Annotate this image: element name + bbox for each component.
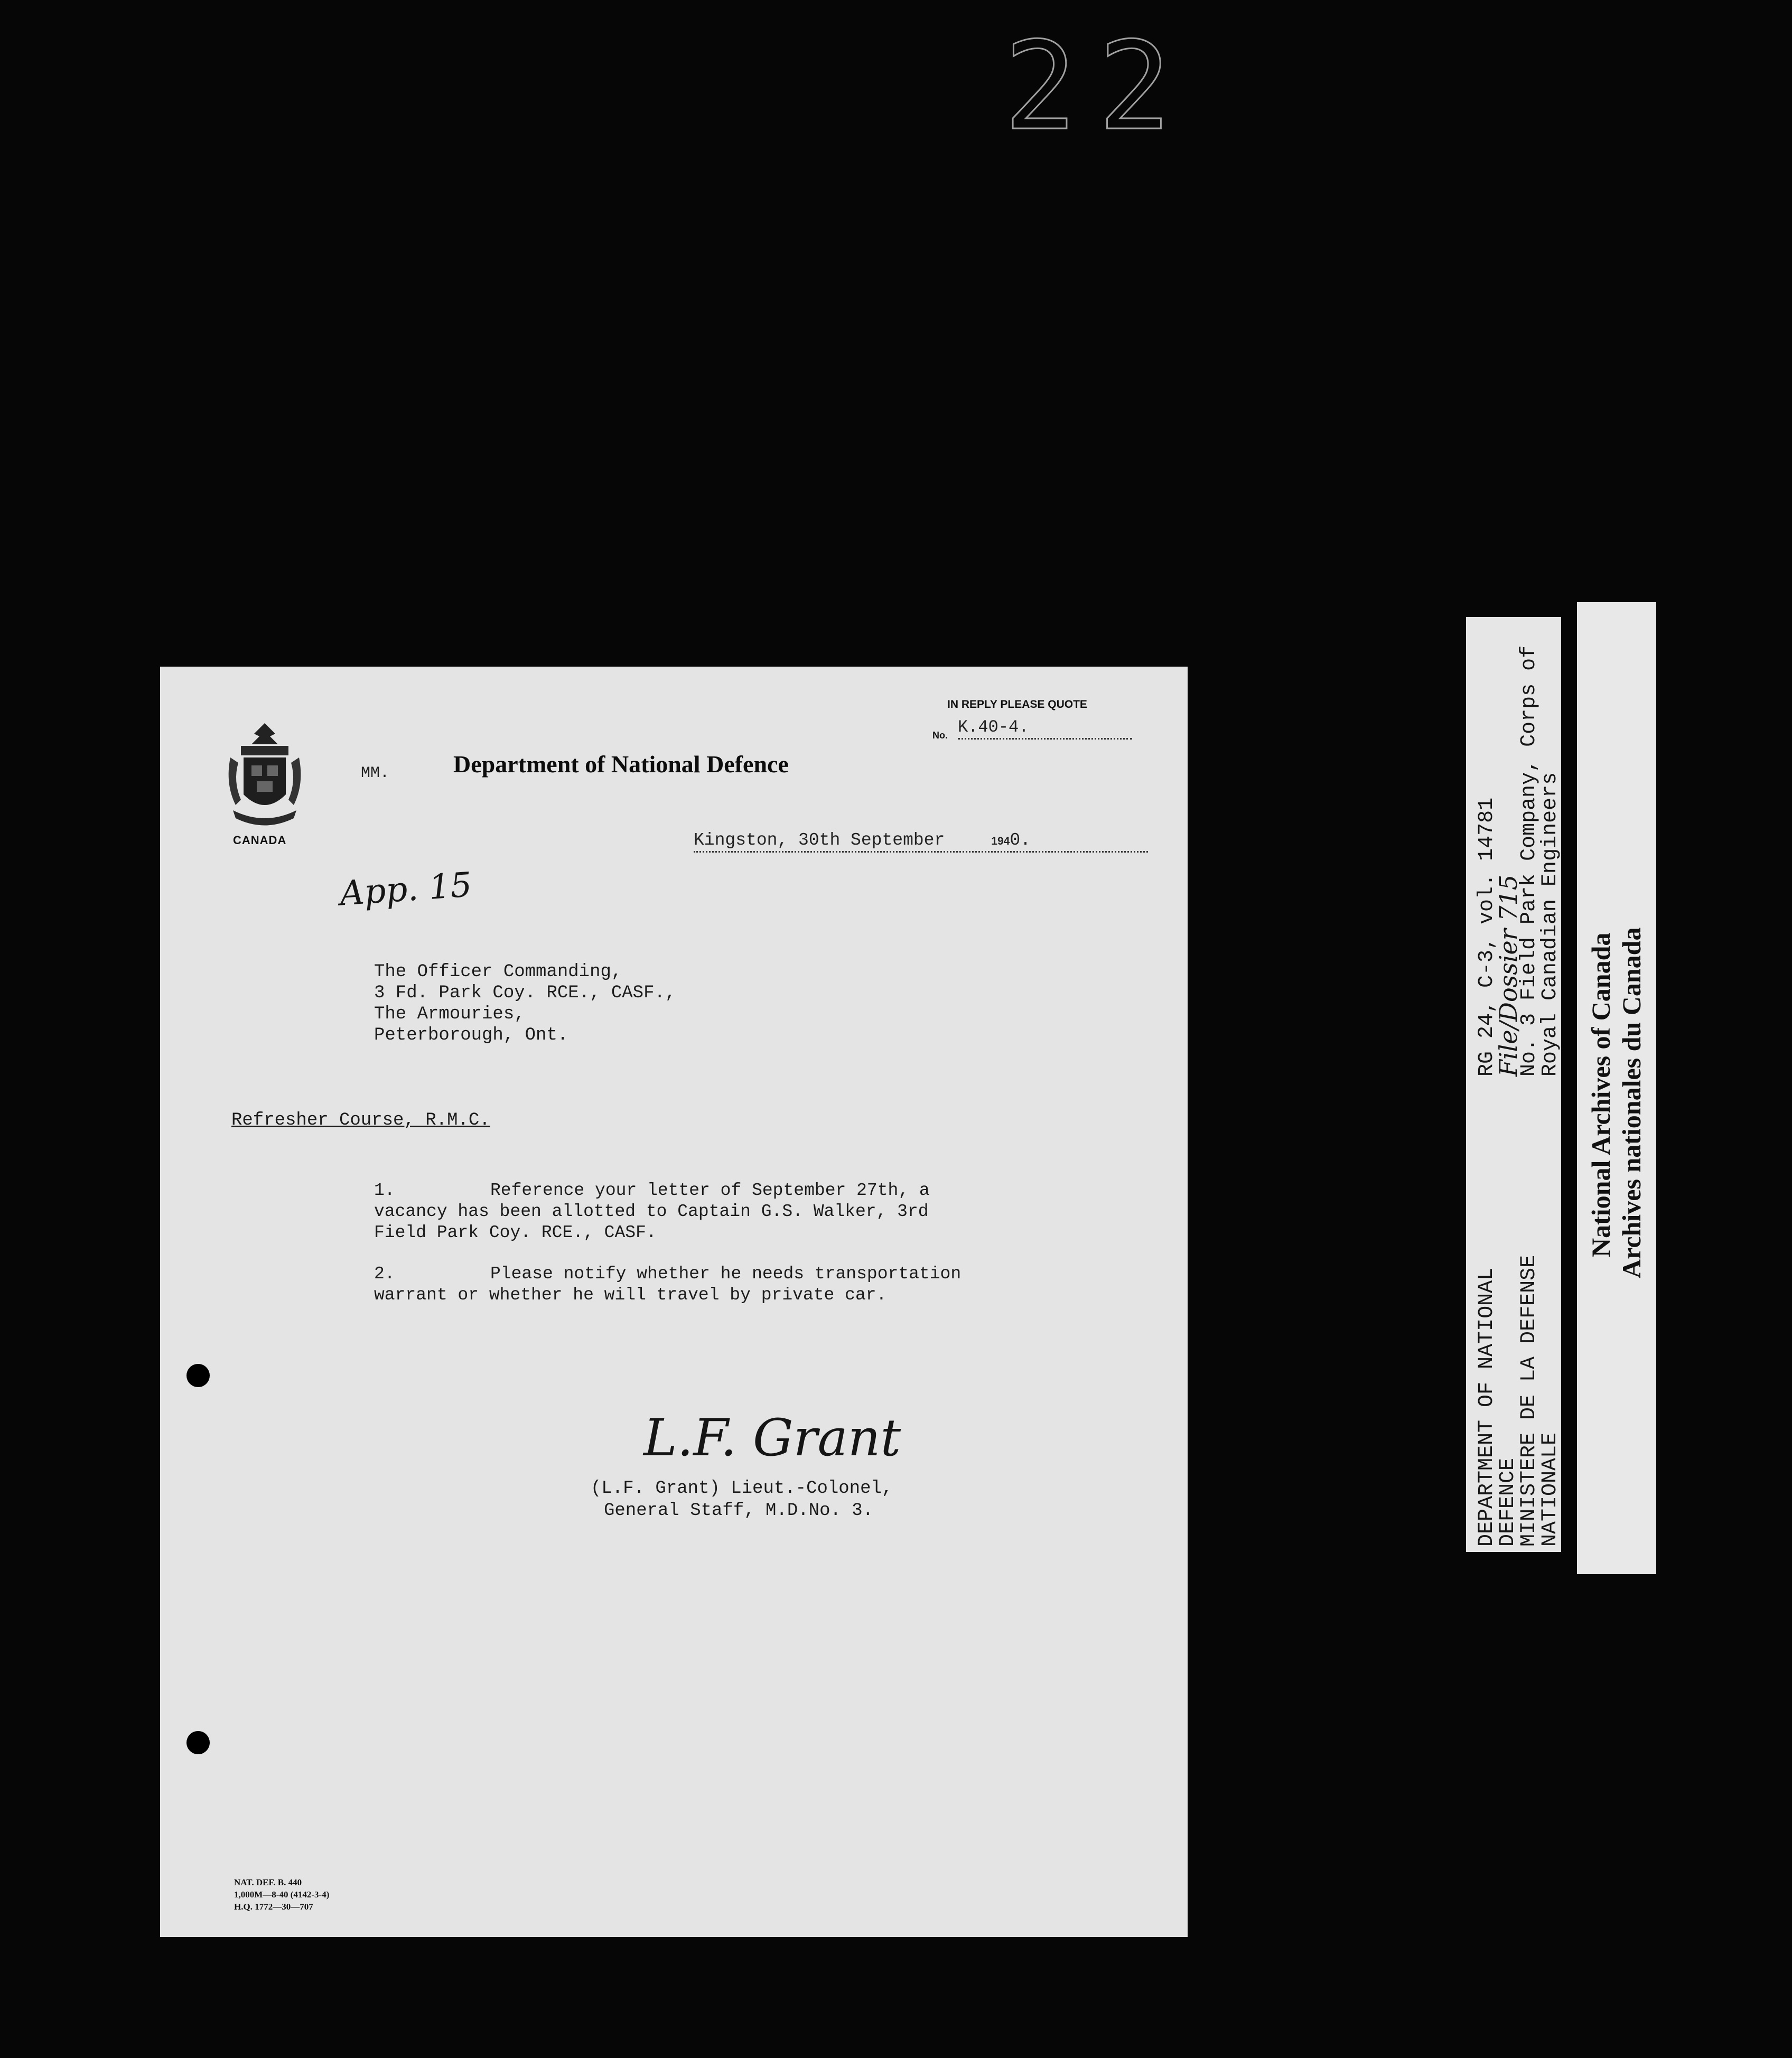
handwritten-signature: L.F. Grant <box>643 1408 901 1467</box>
address-line: The Officer Commanding, <box>374 962 622 982</box>
subject-line: Refresher Course, R.M.C. <box>231 1110 490 1130</box>
punch-hole <box>186 1731 210 1754</box>
address-line: 3 Fd. Park Coy. RCE., CASF., <box>374 983 676 1003</box>
year-typed: 0. <box>1010 830 1031 850</box>
paragraph-number: 2. <box>374 1264 395 1284</box>
paragraph-2 <box>374 1264 1140 1306</box>
archives-label-strip <box>1577 602 1656 1574</box>
paragraph-line: Reference your letter of September 27th, a <box>490 1181 930 1200</box>
paragraph-line: warrant or whether he will travel by private car. <box>374 1285 887 1305</box>
crest-caption: CANADA <box>233 834 287 847</box>
slip-unit: No. 3 Field Park Company, Corps of <box>1517 645 1541 1077</box>
frame-number: 22 <box>1004 16 1192 157</box>
slip-reference: RG 24, C-3, vol. 14781 <box>1475 797 1499 1077</box>
reply-quote-label: IN REPLY PLEASE QUOTE <box>947 698 1087 710</box>
reply-number-label: No. <box>932 730 948 741</box>
date-line <box>694 830 1148 853</box>
address-line: Peterborough, Ont. <box>374 1025 568 1045</box>
archives-name-english: National Archives of Canada <box>1586 932 1616 1257</box>
typist-initials: MM. <box>361 764 390 782</box>
form-code-line: NAT. DEF. B. 440 <box>234 1877 302 1887</box>
form-code-line: H.Q. 1772—30—707 <box>234 1902 313 1912</box>
handwritten-appendix-note: App. 15 <box>338 865 473 914</box>
paragraph-1 <box>374 1180 1140 1243</box>
address-line: The Armouries, <box>374 1004 525 1024</box>
slip-file-handwritten: File/Dossier 715 <box>1494 874 1523 1077</box>
signatory-name-rank: (L.F. Grant) Lieut.-Colonel, <box>591 1479 893 1499</box>
letterhead-title: Department of National Defence <box>453 751 789 778</box>
paragraph-line: Please notify whether he needs transportation <box>490 1264 962 1284</box>
canada-coat-of-arms-icon <box>225 721 304 837</box>
archives-name-french: Archives nationales du Canada <box>1617 927 1646 1278</box>
paragraph-line: vacancy has been allotted to Captain G.S. Walker, 3rd <box>374 1202 929 1221</box>
reply-number: K.40-4. <box>958 717 1132 740</box>
archive-reference-slip <box>1466 617 1561 1552</box>
paragraph-number: 1. <box>374 1181 395 1200</box>
paragraph-line: Field Park Coy. RCE., CASF. <box>374 1223 657 1242</box>
slip-line: MINISTERE DE LA DEFENSE <box>1517 1255 1541 1547</box>
year-printed: 194 <box>991 835 1010 847</box>
slip-line: NATIONALE <box>1538 1432 1562 1547</box>
date-text: Kingston, 30th September <box>694 830 945 850</box>
form-code <box>234 1876 329 1913</box>
form-code-line: 1,000M—8-40 (4142-3-4) <box>234 1889 330 1900</box>
signature-block <box>591 1477 892 1522</box>
punch-hole <box>186 1364 210 1387</box>
slip-unit-line-2: Royal Canadian Engineers <box>1538 772 1562 1077</box>
letter-page <box>160 667 1188 1937</box>
slip-line: DEFENCE <box>1496 1457 1520 1547</box>
recipient-address <box>374 961 676 1046</box>
signatory-appointment: General Staff, M.D.No. 3. <box>604 1501 874 1521</box>
slip-line: DEPARTMENT OF NATIONAL <box>1475 1267 1499 1547</box>
